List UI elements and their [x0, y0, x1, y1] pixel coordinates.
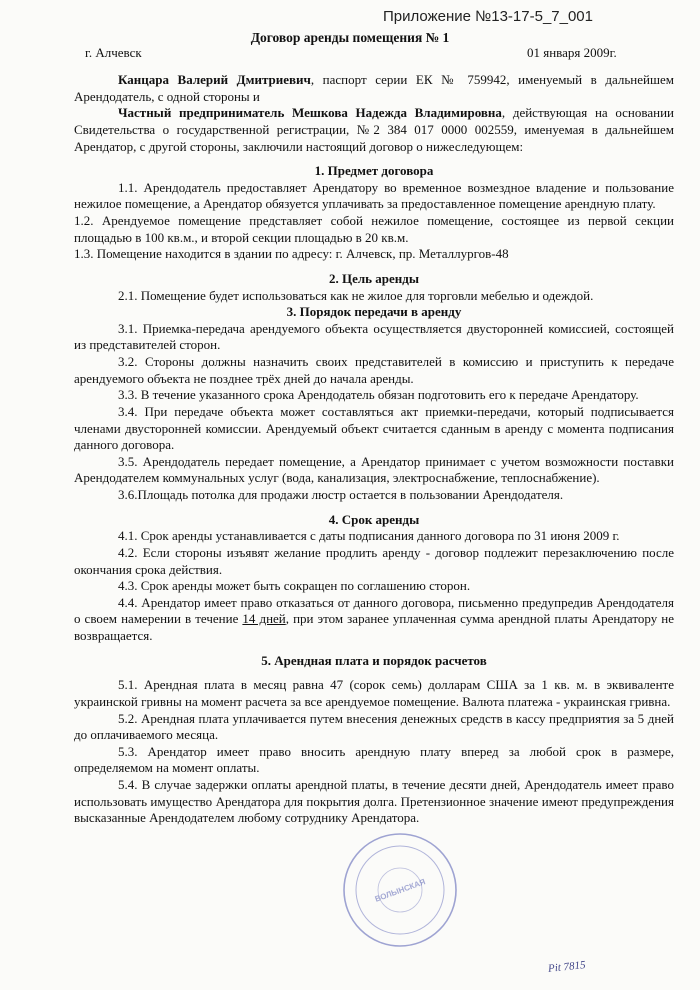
- clause-5-2: 5.2. Арендная плата уплачивается путем внесения денежных средств в кассу предприятия за 5 дней до оплачиваемого месяца.: [74, 710, 674, 743]
- preamble-text-2: , действующая на основании Свидетельства о государственной регистрации, №2 384 017 0000 002559, именуемая в дальнейшем Арендатор, с другой стороны, заключили настоящий договор о нижеследующем:: [74, 105, 674, 154]
- stamp-text: ВОЛЫНСКАЯ: [373, 877, 427, 904]
- contract-city: г. Алчевск: [85, 45, 142, 60]
- clause-1-1: 1.1. Арендодатель предоставляет Арендатору во временное возмездное владение и пользование нежилое помещение, а Арендатор обязуется уплачивать за предоставленное помещение арендную плату.: [74, 179, 674, 212]
- section-1-heading: 1. Предмет договора: [314, 163, 434, 179]
- clause-2-1: 2.1. Помещение будет использоваться как не жилое для торговли мебелью и одеждой.: [118, 287, 594, 303]
- clause-4-3: 4.3. Срок аренды может быть сокращен по соглашению сторон.: [118, 578, 471, 594]
- clause-4-4-text-a: 4.4. Арендатор имеет право отказаться от данного договора, письменно предупредив Арендодателя о своем намерении в течение: [74, 594, 674, 627]
- tenant-name: Частный предприниматель Мешкова Надежда Владимировна: [118, 105, 502, 121]
- preamble-paragraph-2: [74, 105, 674, 155]
- clause-5-4: 5.4. В случае задержки оплаты арендной платы, в течение десяти дней, Арендодатель имеет право использовать имущество Арендатора для покрытия долга. Претензионное значение имеют предупреждения высказанные Арендодателем любому сотруднику Арендатора.: [74, 777, 674, 826]
- clause-3-6: 3.6.Площадь потолка для продажи люстр остается в пользовании Арендодателя.: [118, 487, 564, 502]
- section-5-heading: 5. Арендная плата и порядок расчетов: [261, 652, 487, 668]
- handwritten-signature: Pit 7815: [547, 959, 587, 975]
- clause-1-3: 1.3. Помещение находится в здании по адресу: г. Алчевск, пр. Металлургов-48: [74, 246, 509, 262]
- clause-4-1: 4.1. Срок аренды устанавливается с даты подписания данного договора по 31 июня 2009 г.: [118, 528, 620, 544]
- clause-3-3: 3.3. В течение указанного срока Арендодатель обязан подготовить его к передаче Арендатору.: [118, 387, 639, 403]
- landlord-name: Канцара Валерий Дмитриевич: [118, 72, 311, 87]
- notice-period: 14 дней: [242, 611, 286, 627]
- contract-date: 01 января 2009г.: [527, 45, 617, 60]
- clause-1-2: 1.2. Арендуемое помещение представляет собой нежилое помещение, состоящее из первой секции площадью в 100 кв.м., и второй секции площадью в 20 кв.м.: [74, 213, 674, 245]
- clause-3-2: 3.2. Стороны должны назначить своих представителей в комиссию и приступить к передаче арендуемого объекта не позднее трёх дней до начала аренды.: [74, 354, 674, 386]
- section-4-heading: 4. Срок аренды: [328, 511, 420, 527]
- contract-body: [74, 72, 674, 827]
- clause-4-4-text-b: , при этом заранее уплаченная сумма арендной платы Арендатору не возвращается.: [74, 611, 674, 643]
- preamble-paragraph-1: [74, 72, 674, 105]
- annex-reference: Приложение №13-17-5_7_001: [383, 8, 593, 25]
- clause-4-4: [74, 595, 674, 645]
- official-stamp: [340, 830, 460, 950]
- clause-5-1: 5.1. Арендная плата в месяц равна 47 (сорок семь) долларам США за 1 кв. м. в эквиваленте украинской гривны на момент расчета за все арендуемое помещение. Валюта платежа - украинская гривна.: [74, 677, 674, 709]
- preamble-text-1: , паспорт серии ЕК № 759942, именуемый в дальнейшем Арендодатель, с одной стороны и: [74, 72, 674, 104]
- clause-3-1: 3.1. Приемка-передача арендуемого объекта осуществляется двусторонней комиссией, состоящей из представителей сторон.: [74, 320, 674, 353]
- section-2-heading: 2. Цель аренды: [328, 270, 420, 286]
- clause-3-4: 3.4. При передаче объекта может составляться акт приемки-передачи, который подписывается членами двусторонней комиссии. Арендуемый объект считается сданным в аренду с момента подписания данного договора.: [74, 403, 674, 453]
- section-3-heading: 3. Порядок передачи в аренду: [286, 304, 462, 320]
- contract-title: Договор аренды помещения № 1: [250, 30, 450, 45]
- clause-4-2: 4.2. Если стороны изъявят желание продлить аренду - договор подлежит перезаключению после окончания срока действия.: [74, 544, 674, 577]
- clause-3-5: 3.5. Арендодатель передает помещение, а Арендатор принимает с учетом возможности поставки Арендодателем коммунальных услуг (вода, канализация, электроснабжение, теплоснабжение).: [74, 453, 674, 486]
- clause-5-3: 5.3. Арендатор имеет право вносить арендную плату вперед за любой срок в размере, определяемом на момент оплаты.: [74, 743, 674, 776]
